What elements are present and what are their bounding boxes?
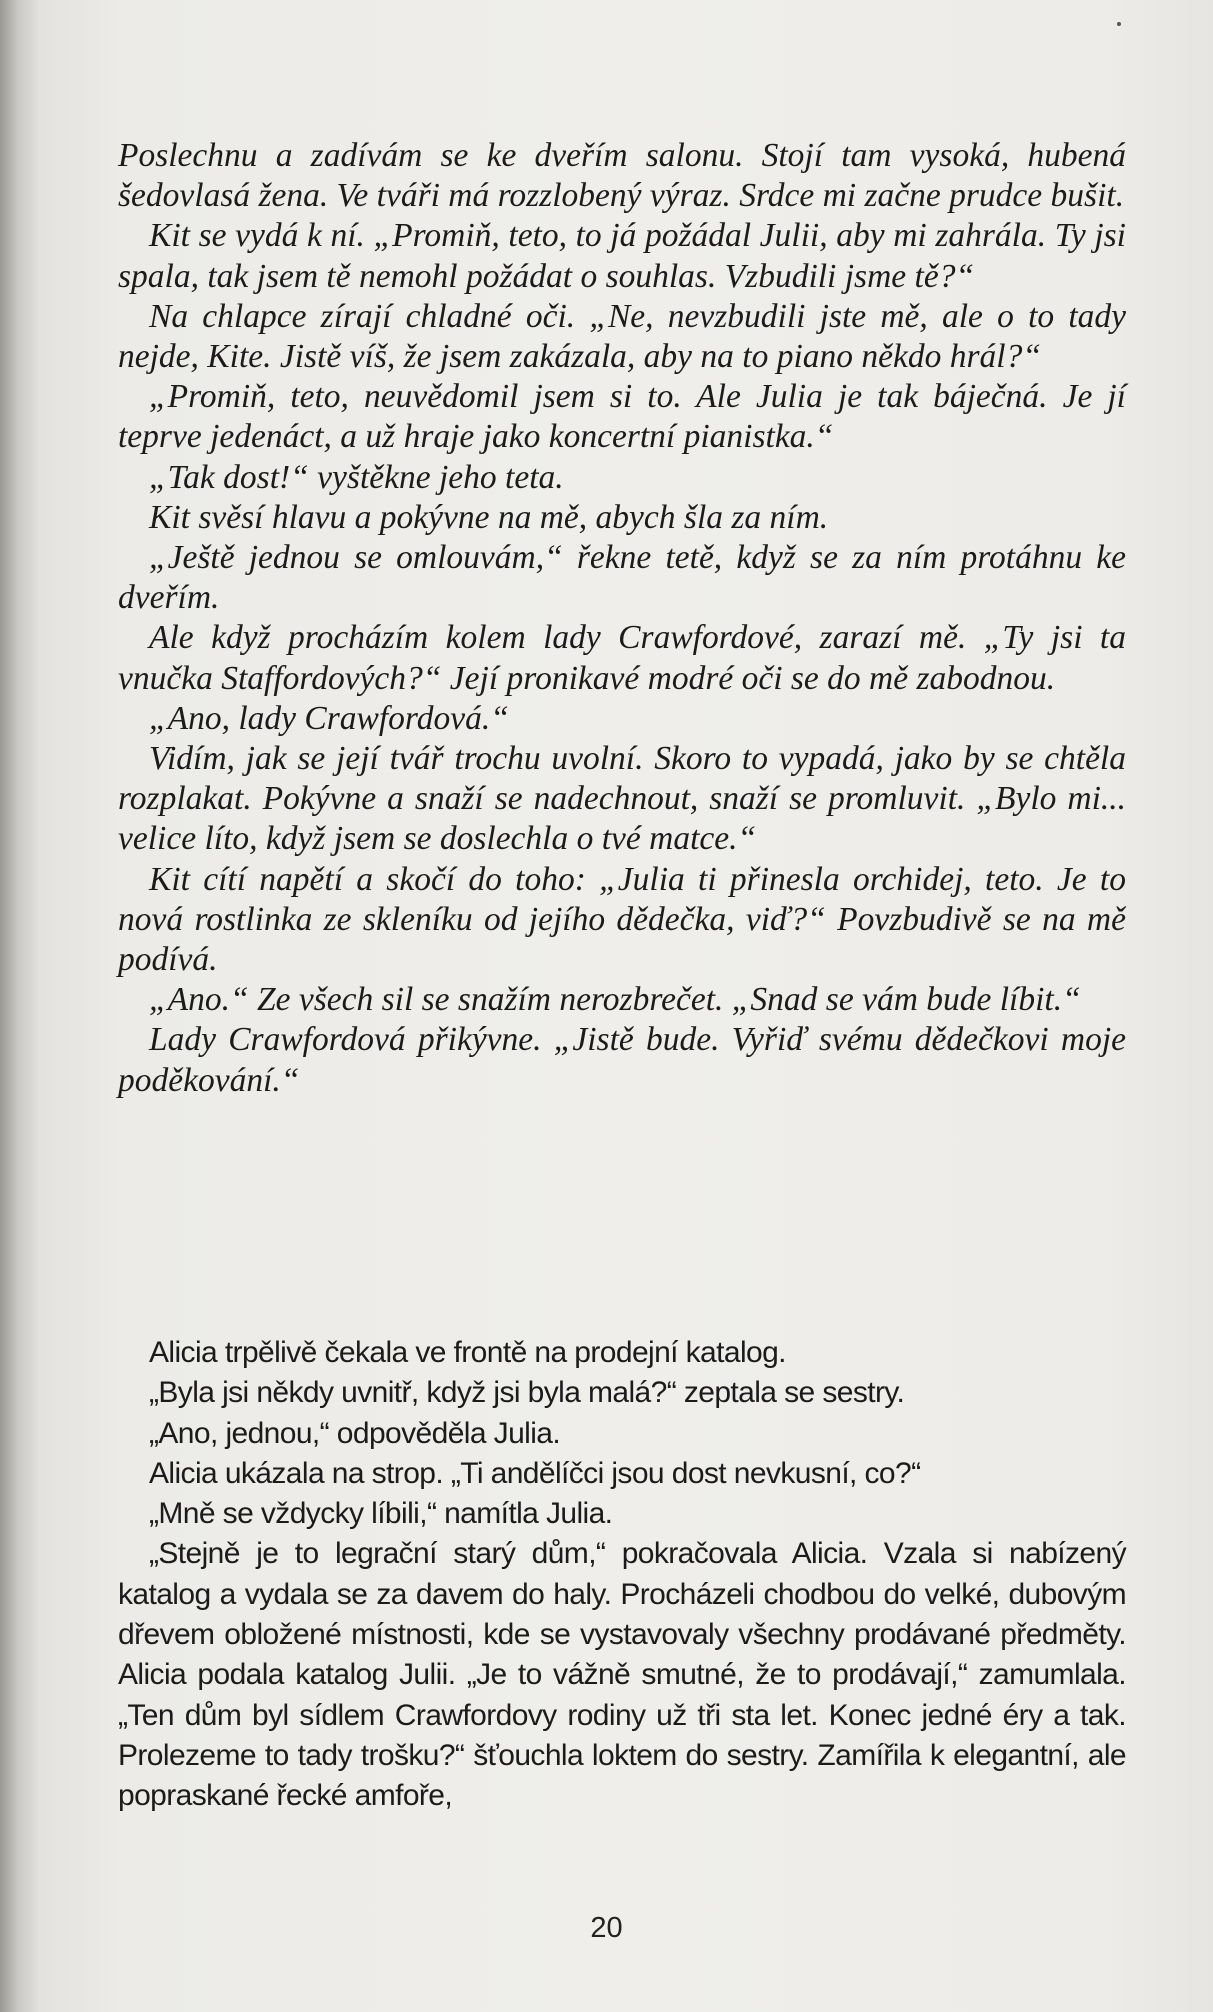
paragraph: „Ještě jednou se omlouvám,“ řekne tetě, když se za ním protáhnu ke dveřím. [118,539,1126,617]
main-narrative-section [118,1333,1126,1817]
paragraph: Kit se vydá k ní. „Promiň, teto, to já požádal Julii, aby mi zahrála. Ty jsi spala, tak jsem tě nemohl požádat o souhlas. Vzbudili jsme tě?“ [118,217,1126,295]
paragraph: Na chlapce zírají chladné oči. „Ne, nevzbudili jste mě, ale o to tady nejde, Kite. Jistě víš, že jsem zakázala, aby na to piano někdo hrál?“ [118,297,1126,376]
paragraph: „Ano.“ Ze všech sil se snažím nerozbrečet. „Snad se vám bude líbit.“ [149,981,1081,1019]
paragraph: „Byla jsi někdy uvnitř, když jsi byla malá?“ zeptala se sestry. [149,1376,905,1410]
paragraph: Alicia trpělivě čekala ve frontě na prodejní katalog. [149,1336,786,1369]
ink-dot [1117,22,1121,26]
paragraph: Alicia ukázala na strop. „Ti andělíčci jsou dost nevkusní, co?“ [149,1456,921,1490]
paragraph: „Mně se vždycky líbili,“ namítla Julia. [149,1497,613,1531]
paragraph: Poslechnu a zadívám se ke dveřím salonu. Stojí tam vysoká, hubená šedovlasá žena. Ve tváři má rozzlobený výraz. Srdce mi začne prudce bušit. [118,137,1126,215]
paragraph: Ale když procházím kolem lady Crawfordové, zarazí mě. „Ty jsi ta vnučka Staffordových?“ Její pronikavé modré oči se do mě zabodnou. [118,619,1126,697]
paragraph: „Promiň, teto, neuvědomil jsem si to. Ale Julia je tak báječná. Je jí teprve jedenáct, a už hraje jako koncertní pianistka.“ [118,378,1126,456]
paragraph: Vidím, jak se její tvář trochu uvolní. Skoro to vypadá, jako by se chtěla rozplakat. Pokývne a snaží se nadechnout, snaží se promluvit. „Bylo mi... velice líto, když jsem se doslechla o tvé matce.“ [118,740,1126,858]
page-number: 20 [590,1912,623,1944]
paragraph: „Ano, jednou,“ odpověděla Julia. [149,1416,561,1450]
paragraph: „Ano, lady Crawfordová.“ [149,699,509,737]
paragraph: „Stejně je to legrační starý dům,“ pokračovala Alicia. Vzala si nabízený katalog a vydala se za davem do haly. Procházeli chodbou do velké, dubovým dřevem obložené místnosti, kde se vystavovaly všechny prodávané předměty. Alicia podala katalog Julii. „Je to vážně smutné, že to prodávají,“ zamumlala. „Ten dům byl sídlem Crawfordovy rodiny už tři sta let. Konec jedné éry a tak. Prolezeme to tady trošku?“ šťouchla loktem do sestry. Zamířila k elegantní, ale popraskané řecké amfoře, [118,1537,1126,1813]
italic-flashback-section [118,136,1126,1101]
paragraph: Lady Crawfordová přikývne. „Jistě bude. Vyřiď svému dědečkovi moje poděkování.“ [118,1021,1126,1099]
paragraph: Kit cítí napětí a skočí do toho: „Julia ti přinesla orchidej, teto. Je to nová rostlinka ze skleníku od jejího dědečka, viď?“ Povzbudivě se na mě podívá. [118,860,1126,979]
paragraph: „Tak dost!“ vyštěkne jeho teta. [149,458,564,496]
paragraph: Kit svěsí hlavu a pokývne na mě, abych šla za ním. [149,498,829,536]
